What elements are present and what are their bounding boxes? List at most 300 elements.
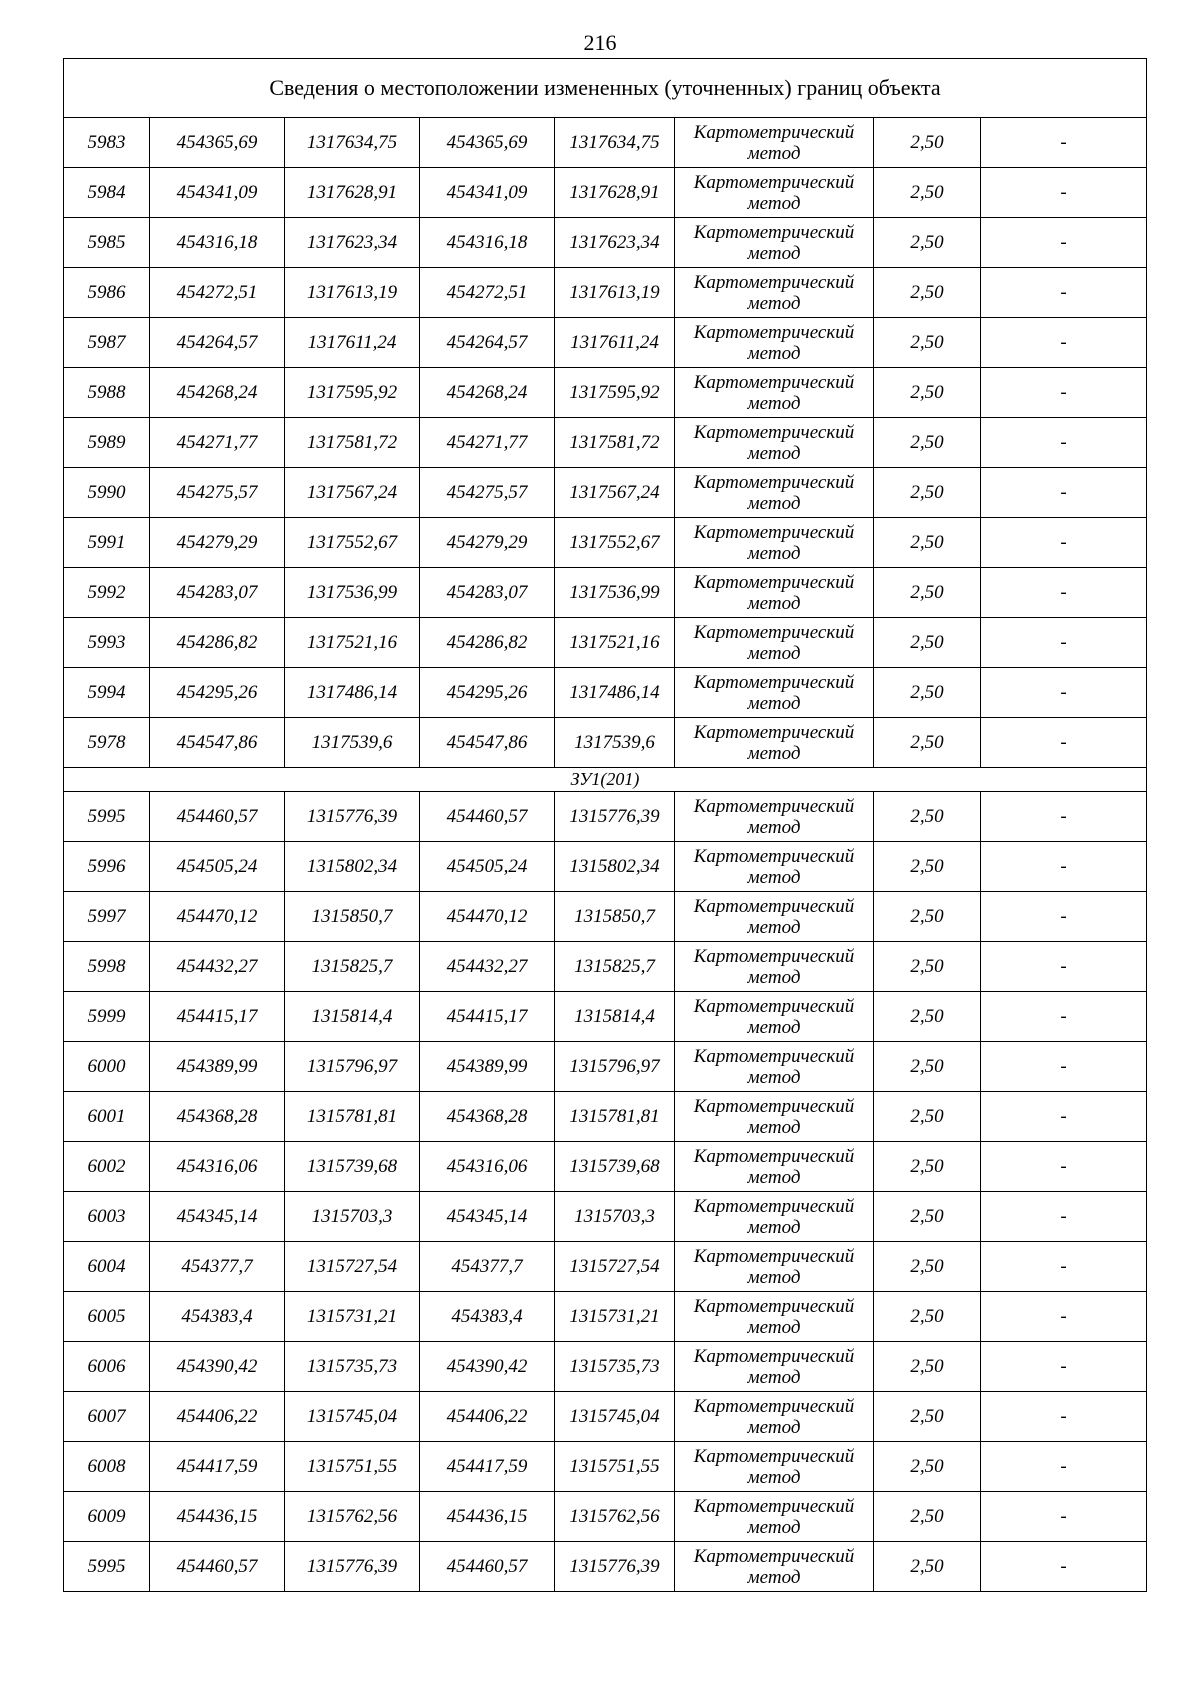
existing-x-cell: 454295,26: [150, 668, 285, 718]
refined-x-cell: 454279,29: [420, 518, 555, 568]
method-line-1: Картометрический: [693, 1195, 855, 1217]
note-cell: -: [981, 218, 1147, 268]
method-line-2: метод: [747, 392, 801, 414]
existing-x-cell: 454275,57: [150, 468, 285, 518]
table-row: [64, 568, 1147, 618]
refined-y-cell: 1315825,7: [555, 942, 675, 992]
method-line-2: метод: [747, 966, 801, 988]
point-number-cell: 5989: [64, 418, 150, 468]
refined-x-cell: 454389,99: [420, 1042, 555, 1092]
accuracy-cell: 2,50: [874, 118, 981, 168]
method-line-1: Картометрический: [693, 171, 855, 193]
refined-y-cell: 1317634,75: [555, 118, 675, 168]
method-cell: [675, 892, 874, 942]
table-row: [64, 992, 1147, 1042]
point-number-cell: 5993: [64, 618, 150, 668]
refined-y-cell: 1317611,24: [555, 318, 675, 368]
point-number-cell: 5983: [64, 118, 150, 168]
method-line-1: Картометрический: [693, 1295, 855, 1317]
method-line-2: метод: [747, 642, 801, 664]
method-line-1: Картометрический: [693, 421, 855, 443]
method-line-1: Картометрический: [693, 221, 855, 243]
refined-y-cell: 1317521,16: [555, 618, 675, 668]
table-row: [64, 1542, 1147, 1592]
accuracy-cell: 2,50: [874, 1292, 981, 1342]
existing-y-cell: 1317595,92: [285, 368, 420, 418]
method-line-2: метод: [747, 192, 801, 214]
table-row: [64, 268, 1147, 318]
point-number-cell: 5994: [64, 668, 150, 718]
table-row: [64, 792, 1147, 842]
method-line-1: Картометрический: [693, 1395, 855, 1417]
accuracy-cell: 2,50: [874, 1442, 981, 1492]
note-cell: -: [981, 1542, 1147, 1592]
method-cell: [675, 568, 874, 618]
note-cell: -: [981, 992, 1147, 1042]
refined-y-cell: 1315745,04: [555, 1392, 675, 1442]
method-line-1: Картометрический: [693, 521, 855, 543]
table-row: [64, 1142, 1147, 1192]
note-cell: -: [981, 668, 1147, 718]
refined-x-cell: 454415,17: [420, 992, 555, 1042]
existing-y-cell: 1315776,39: [285, 1542, 420, 1592]
method-cell: [675, 418, 874, 468]
existing-y-cell: 1317567,24: [285, 468, 420, 518]
existing-y-cell: 1315731,21: [285, 1292, 420, 1342]
existing-x-cell: 454383,4: [150, 1292, 285, 1342]
note-cell: -: [981, 842, 1147, 892]
refined-x-cell: 454417,59: [420, 1442, 555, 1492]
refined-y-cell: 1315762,56: [555, 1492, 675, 1542]
existing-y-cell: 1315727,54: [285, 1242, 420, 1292]
table-row: [64, 168, 1147, 218]
method-cell: [675, 668, 874, 718]
refined-y-cell: 1315802,34: [555, 842, 675, 892]
note-cell: -: [981, 1192, 1147, 1242]
method-line-2: метод: [747, 1016, 801, 1038]
point-number-cell: 5985: [64, 218, 150, 268]
method-cell: [675, 1042, 874, 1092]
refined-y-cell: 1315727,54: [555, 1242, 675, 1292]
existing-y-cell: 1315703,3: [285, 1192, 420, 1242]
point-number-cell: 5987: [64, 318, 150, 368]
existing-x-cell: 454470,12: [150, 892, 285, 942]
table-row: [64, 842, 1147, 892]
method-line-2: метод: [747, 916, 801, 938]
method-cell: [675, 942, 874, 992]
method-cell: [675, 1342, 874, 1392]
method-cell: [675, 118, 874, 168]
refined-x-cell: 454271,77: [420, 418, 555, 468]
accuracy-cell: 2,50: [874, 892, 981, 942]
existing-y-cell: 1315776,39: [285, 792, 420, 842]
method-line-2: метод: [747, 1166, 801, 1188]
accuracy-cell: 2,50: [874, 1142, 981, 1192]
refined-x-cell: 454505,24: [420, 842, 555, 892]
refined-x-cell: 454316,18: [420, 218, 555, 268]
point-number-cell: 5995: [64, 792, 150, 842]
method-line-2: метод: [747, 866, 801, 888]
point-number-cell: 6004: [64, 1242, 150, 1292]
accuracy-cell: 2,50: [874, 792, 981, 842]
existing-x-cell: 454268,24: [150, 368, 285, 418]
method-cell: [675, 1292, 874, 1342]
existing-y-cell: 1315751,55: [285, 1442, 420, 1492]
method-cell: [675, 318, 874, 368]
note-cell: -: [981, 792, 1147, 842]
refined-x-cell: 454264,57: [420, 318, 555, 368]
refined-y-cell: 1317536,99: [555, 568, 675, 618]
method-cell: [675, 1542, 874, 1592]
table-row: [64, 718, 1147, 768]
accuracy-cell: 2,50: [874, 1042, 981, 1092]
existing-y-cell: 1317539,6: [285, 718, 420, 768]
note-cell: -: [981, 1242, 1147, 1292]
table-row: [64, 1242, 1147, 1292]
method-line-1: Картометрический: [693, 371, 855, 393]
refined-y-cell: 1315796,97: [555, 1042, 675, 1092]
existing-x-cell: 454316,18: [150, 218, 285, 268]
table-row: [64, 518, 1147, 568]
refined-x-cell: 454432,27: [420, 942, 555, 992]
point-number-cell: 5978: [64, 718, 150, 768]
existing-x-cell: 454460,57: [150, 792, 285, 842]
method-line-2: метод: [747, 442, 801, 464]
existing-x-cell: 454345,14: [150, 1192, 285, 1242]
method-line-1: Картометрический: [693, 895, 855, 917]
note-cell: -: [981, 268, 1147, 318]
method-line-2: метод: [747, 492, 801, 514]
table-row: [64, 1192, 1147, 1242]
refined-y-cell: 1317581,72: [555, 418, 675, 468]
method-cell: [675, 1392, 874, 1442]
accuracy-cell: 2,50: [874, 418, 981, 468]
refined-y-cell: 1317486,14: [555, 668, 675, 718]
point-number-cell: 5995: [64, 1542, 150, 1592]
method-cell: [675, 368, 874, 418]
method-line-2: метод: [747, 742, 801, 764]
section-header-row: [64, 768, 1147, 792]
point-number-cell: 5984: [64, 168, 150, 218]
existing-y-cell: 1317623,34: [285, 218, 420, 268]
method-line-1: Картометрический: [693, 795, 855, 817]
point-number-cell: 6006: [64, 1342, 150, 1392]
note-cell: -: [981, 1342, 1147, 1392]
method-cell: [675, 718, 874, 768]
refined-x-cell: 454383,4: [420, 1292, 555, 1342]
table-row: [64, 1042, 1147, 1092]
method-line-1: Картометрический: [693, 271, 855, 293]
method-cell: [675, 268, 874, 318]
refined-y-cell: 1317613,19: [555, 268, 675, 318]
method-cell: [675, 1092, 874, 1142]
existing-x-cell: 454271,77: [150, 418, 285, 468]
refined-x-cell: 454436,15: [420, 1492, 555, 1542]
accuracy-cell: 2,50: [874, 1192, 981, 1242]
method-line-2: метод: [747, 342, 801, 364]
point-number-cell: 6000: [64, 1042, 150, 1092]
refined-y-cell: 1315703,3: [555, 1192, 675, 1242]
method-line-2: метод: [747, 542, 801, 564]
note-cell: -: [981, 318, 1147, 368]
table-row: [64, 942, 1147, 992]
accuracy-cell: 2,50: [874, 842, 981, 892]
refined-x-cell: 454295,26: [420, 668, 555, 718]
method-line-2: метод: [747, 1566, 801, 1588]
method-line-1: Картометрический: [693, 1045, 855, 1067]
note-cell: -: [981, 892, 1147, 942]
existing-x-cell: 454432,27: [150, 942, 285, 992]
point-number-cell: 6002: [64, 1142, 150, 1192]
note-cell: -: [981, 1392, 1147, 1442]
existing-x-cell: 454460,57: [150, 1542, 285, 1592]
method-line-2: метод: [747, 1466, 801, 1488]
table-row: [64, 218, 1147, 268]
point-number-cell: 6001: [64, 1092, 150, 1142]
table-title: Сведения о местоположении измененных (уточненных) границ объекта: [64, 59, 1147, 118]
method-line-1: Картометрический: [693, 571, 855, 593]
method-cell: [675, 518, 874, 568]
existing-x-cell: 454390,42: [150, 1342, 285, 1392]
accuracy-cell: 2,50: [874, 468, 981, 518]
existing-y-cell: 1317552,67: [285, 518, 420, 568]
point-number-cell: 6008: [64, 1442, 150, 1492]
accuracy-cell: 2,50: [874, 168, 981, 218]
point-number-cell: 5986: [64, 268, 150, 318]
existing-y-cell: 1315781,81: [285, 1092, 420, 1142]
method-line-2: метод: [747, 142, 801, 164]
method-line-2: метод: [747, 1216, 801, 1238]
existing-x-cell: 454436,15: [150, 1492, 285, 1542]
existing-y-cell: 1317581,72: [285, 418, 420, 468]
method-line-1: Картометрический: [693, 671, 855, 693]
existing-x-cell: 454316,06: [150, 1142, 285, 1192]
existing-x-cell: 454417,59: [150, 1442, 285, 1492]
refined-y-cell: 1315751,55: [555, 1442, 675, 1492]
existing-x-cell: 454264,57: [150, 318, 285, 368]
refined-y-cell: 1317623,34: [555, 218, 675, 268]
existing-x-cell: 454365,69: [150, 118, 285, 168]
method-line-2: метод: [747, 1066, 801, 1088]
point-number-cell: 6005: [64, 1292, 150, 1342]
point-number-cell: 6009: [64, 1492, 150, 1542]
accuracy-cell: 2,50: [874, 718, 981, 768]
method-line-2: метод: [747, 816, 801, 838]
method-line-1: Картометрический: [693, 1095, 855, 1117]
method-line-1: Картометрический: [693, 1245, 855, 1267]
method-cell: [675, 468, 874, 518]
point-number-cell: 5990: [64, 468, 150, 518]
note-cell: -: [981, 1292, 1147, 1342]
accuracy-cell: 2,50: [874, 218, 981, 268]
note-cell: -: [981, 468, 1147, 518]
existing-y-cell: 1315739,68: [285, 1142, 420, 1192]
existing-x-cell: 454505,24: [150, 842, 285, 892]
refined-x-cell: 454365,69: [420, 118, 555, 168]
note-cell: -: [981, 168, 1147, 218]
method-line-1: Картометрический: [693, 1345, 855, 1367]
table-row: [64, 668, 1147, 718]
accuracy-cell: 2,50: [874, 268, 981, 318]
point-number-cell: 5988: [64, 368, 150, 418]
method-line-2: метод: [747, 692, 801, 714]
accuracy-cell: 2,50: [874, 368, 981, 418]
refined-x-cell: 454390,42: [420, 1342, 555, 1392]
refined-y-cell: 1315776,39: [555, 792, 675, 842]
table-row: [64, 118, 1147, 168]
method-cell: [675, 992, 874, 1042]
method-line-1: Картометрический: [693, 471, 855, 493]
existing-y-cell: 1317536,99: [285, 568, 420, 618]
table-row: [64, 618, 1147, 668]
existing-x-cell: 454547,86: [150, 718, 285, 768]
refined-y-cell: 1317628,91: [555, 168, 675, 218]
accuracy-cell: 2,50: [874, 568, 981, 618]
note-cell: -: [981, 418, 1147, 468]
method-line-1: Картометрический: [693, 1495, 855, 1517]
existing-y-cell: 1315745,04: [285, 1392, 420, 1442]
refined-y-cell: 1315850,7: [555, 892, 675, 942]
existing-y-cell: 1315735,73: [285, 1342, 420, 1392]
accuracy-cell: 2,50: [874, 992, 981, 1042]
table-row: [64, 318, 1147, 368]
method-cell: [675, 1142, 874, 1192]
point-number-cell: 5996: [64, 842, 150, 892]
note-cell: -: [981, 368, 1147, 418]
accuracy-cell: 2,50: [874, 1342, 981, 1392]
note-cell: -: [981, 1442, 1147, 1492]
existing-y-cell: 1317486,14: [285, 668, 420, 718]
refined-x-cell: 454345,14: [420, 1192, 555, 1242]
accuracy-cell: 2,50: [874, 1392, 981, 1442]
accuracy-cell: 2,50: [874, 618, 981, 668]
table-row: [64, 1392, 1147, 1442]
table-row: [64, 1492, 1147, 1542]
section-label: ЗУ1(201): [64, 768, 1147, 792]
existing-x-cell: 454341,09: [150, 168, 285, 218]
method-line-1: Картометрический: [693, 621, 855, 643]
point-number-cell: 6007: [64, 1392, 150, 1442]
method-line-2: метод: [747, 292, 801, 314]
existing-x-cell: 454272,51: [150, 268, 285, 318]
method-cell: [675, 218, 874, 268]
point-number-cell: 5997: [64, 892, 150, 942]
method-cell: [675, 1492, 874, 1542]
method-line-1: Картометрический: [693, 1445, 855, 1467]
refined-y-cell: 1315735,73: [555, 1342, 675, 1392]
refined-y-cell: 1317595,92: [555, 368, 675, 418]
accuracy-cell: 2,50: [874, 1242, 981, 1292]
page-number: 216: [583, 30, 617, 55]
existing-x-cell: 454415,17: [150, 992, 285, 1042]
note-cell: -: [981, 518, 1147, 568]
method-cell: [675, 168, 874, 218]
note-cell: -: [981, 1042, 1147, 1092]
method-cell: [675, 1442, 874, 1492]
accuracy-cell: 2,50: [874, 668, 981, 718]
existing-y-cell: 1317628,91: [285, 168, 420, 218]
existing-y-cell: 1317521,16: [285, 618, 420, 668]
accuracy-cell: 2,50: [874, 1092, 981, 1142]
method-line-2: метод: [747, 1266, 801, 1288]
accuracy-cell: 2,50: [874, 1492, 981, 1542]
refined-y-cell: 1317539,6: [555, 718, 675, 768]
table-row: [64, 418, 1147, 468]
refined-y-cell: 1315731,21: [555, 1292, 675, 1342]
method-cell: [675, 842, 874, 892]
refined-x-cell: 454286,82: [420, 618, 555, 668]
method-line-1: Картометрический: [693, 1145, 855, 1167]
method-line-2: метод: [747, 1416, 801, 1438]
refined-y-cell: 1315814,4: [555, 992, 675, 1042]
note-cell: -: [981, 618, 1147, 668]
table-row: [64, 892, 1147, 942]
point-number-cell: 5998: [64, 942, 150, 992]
existing-y-cell: 1317611,24: [285, 318, 420, 368]
existing-x-cell: 454279,29: [150, 518, 285, 568]
accuracy-cell: 2,50: [874, 942, 981, 992]
method-line-2: метод: [747, 1116, 801, 1138]
existing-y-cell: 1315802,34: [285, 842, 420, 892]
point-number-cell: 5992: [64, 568, 150, 618]
coordinates-table: [63, 58, 1147, 1592]
method-line-1: Картометрический: [693, 845, 855, 867]
method-line-2: метод: [747, 1516, 801, 1538]
table-row: [64, 468, 1147, 518]
existing-x-cell: 454389,99: [150, 1042, 285, 1092]
refined-x-cell: 454460,57: [420, 1542, 555, 1592]
refined-y-cell: 1317567,24: [555, 468, 675, 518]
method-cell: [675, 1242, 874, 1292]
existing-y-cell: 1315850,7: [285, 892, 420, 942]
note-cell: -: [981, 568, 1147, 618]
method-line-2: метод: [747, 242, 801, 264]
refined-y-cell: 1315739,68: [555, 1142, 675, 1192]
refined-x-cell: 454268,24: [420, 368, 555, 418]
refined-x-cell: 454316,06: [420, 1142, 555, 1192]
existing-x-cell: 454283,07: [150, 568, 285, 618]
note-cell: -: [981, 118, 1147, 168]
existing-y-cell: 1315796,97: [285, 1042, 420, 1092]
refined-y-cell: 1317552,67: [555, 518, 675, 568]
existing-x-cell: 454286,82: [150, 618, 285, 668]
refined-x-cell: 454272,51: [420, 268, 555, 318]
table-row: [64, 1092, 1147, 1142]
table-row: [64, 1442, 1147, 1492]
method-line-1: Картометрический: [693, 945, 855, 967]
accuracy-cell: 2,50: [874, 318, 981, 368]
method-line-1: Картометрический: [693, 721, 855, 743]
existing-y-cell: 1317634,75: [285, 118, 420, 168]
method-cell: [675, 792, 874, 842]
method-line-2: метод: [747, 592, 801, 614]
refined-x-cell: 454547,86: [420, 718, 555, 768]
method-cell: [675, 618, 874, 668]
note-cell: -: [981, 1492, 1147, 1542]
method-cell: [675, 1192, 874, 1242]
refined-x-cell: 454460,57: [420, 792, 555, 842]
table-row: [64, 1342, 1147, 1392]
table-row: [64, 1292, 1147, 1342]
method-line-1: Картометрический: [693, 1545, 855, 1567]
existing-y-cell: 1315825,7: [285, 942, 420, 992]
table-row: [64, 368, 1147, 418]
refined-x-cell: 454368,28: [420, 1092, 555, 1142]
refined-x-cell: 454377,7: [420, 1242, 555, 1292]
method-line-1: Картометрический: [693, 121, 855, 143]
refined-x-cell: 454406,22: [420, 1392, 555, 1442]
refined-x-cell: 454341,09: [420, 168, 555, 218]
